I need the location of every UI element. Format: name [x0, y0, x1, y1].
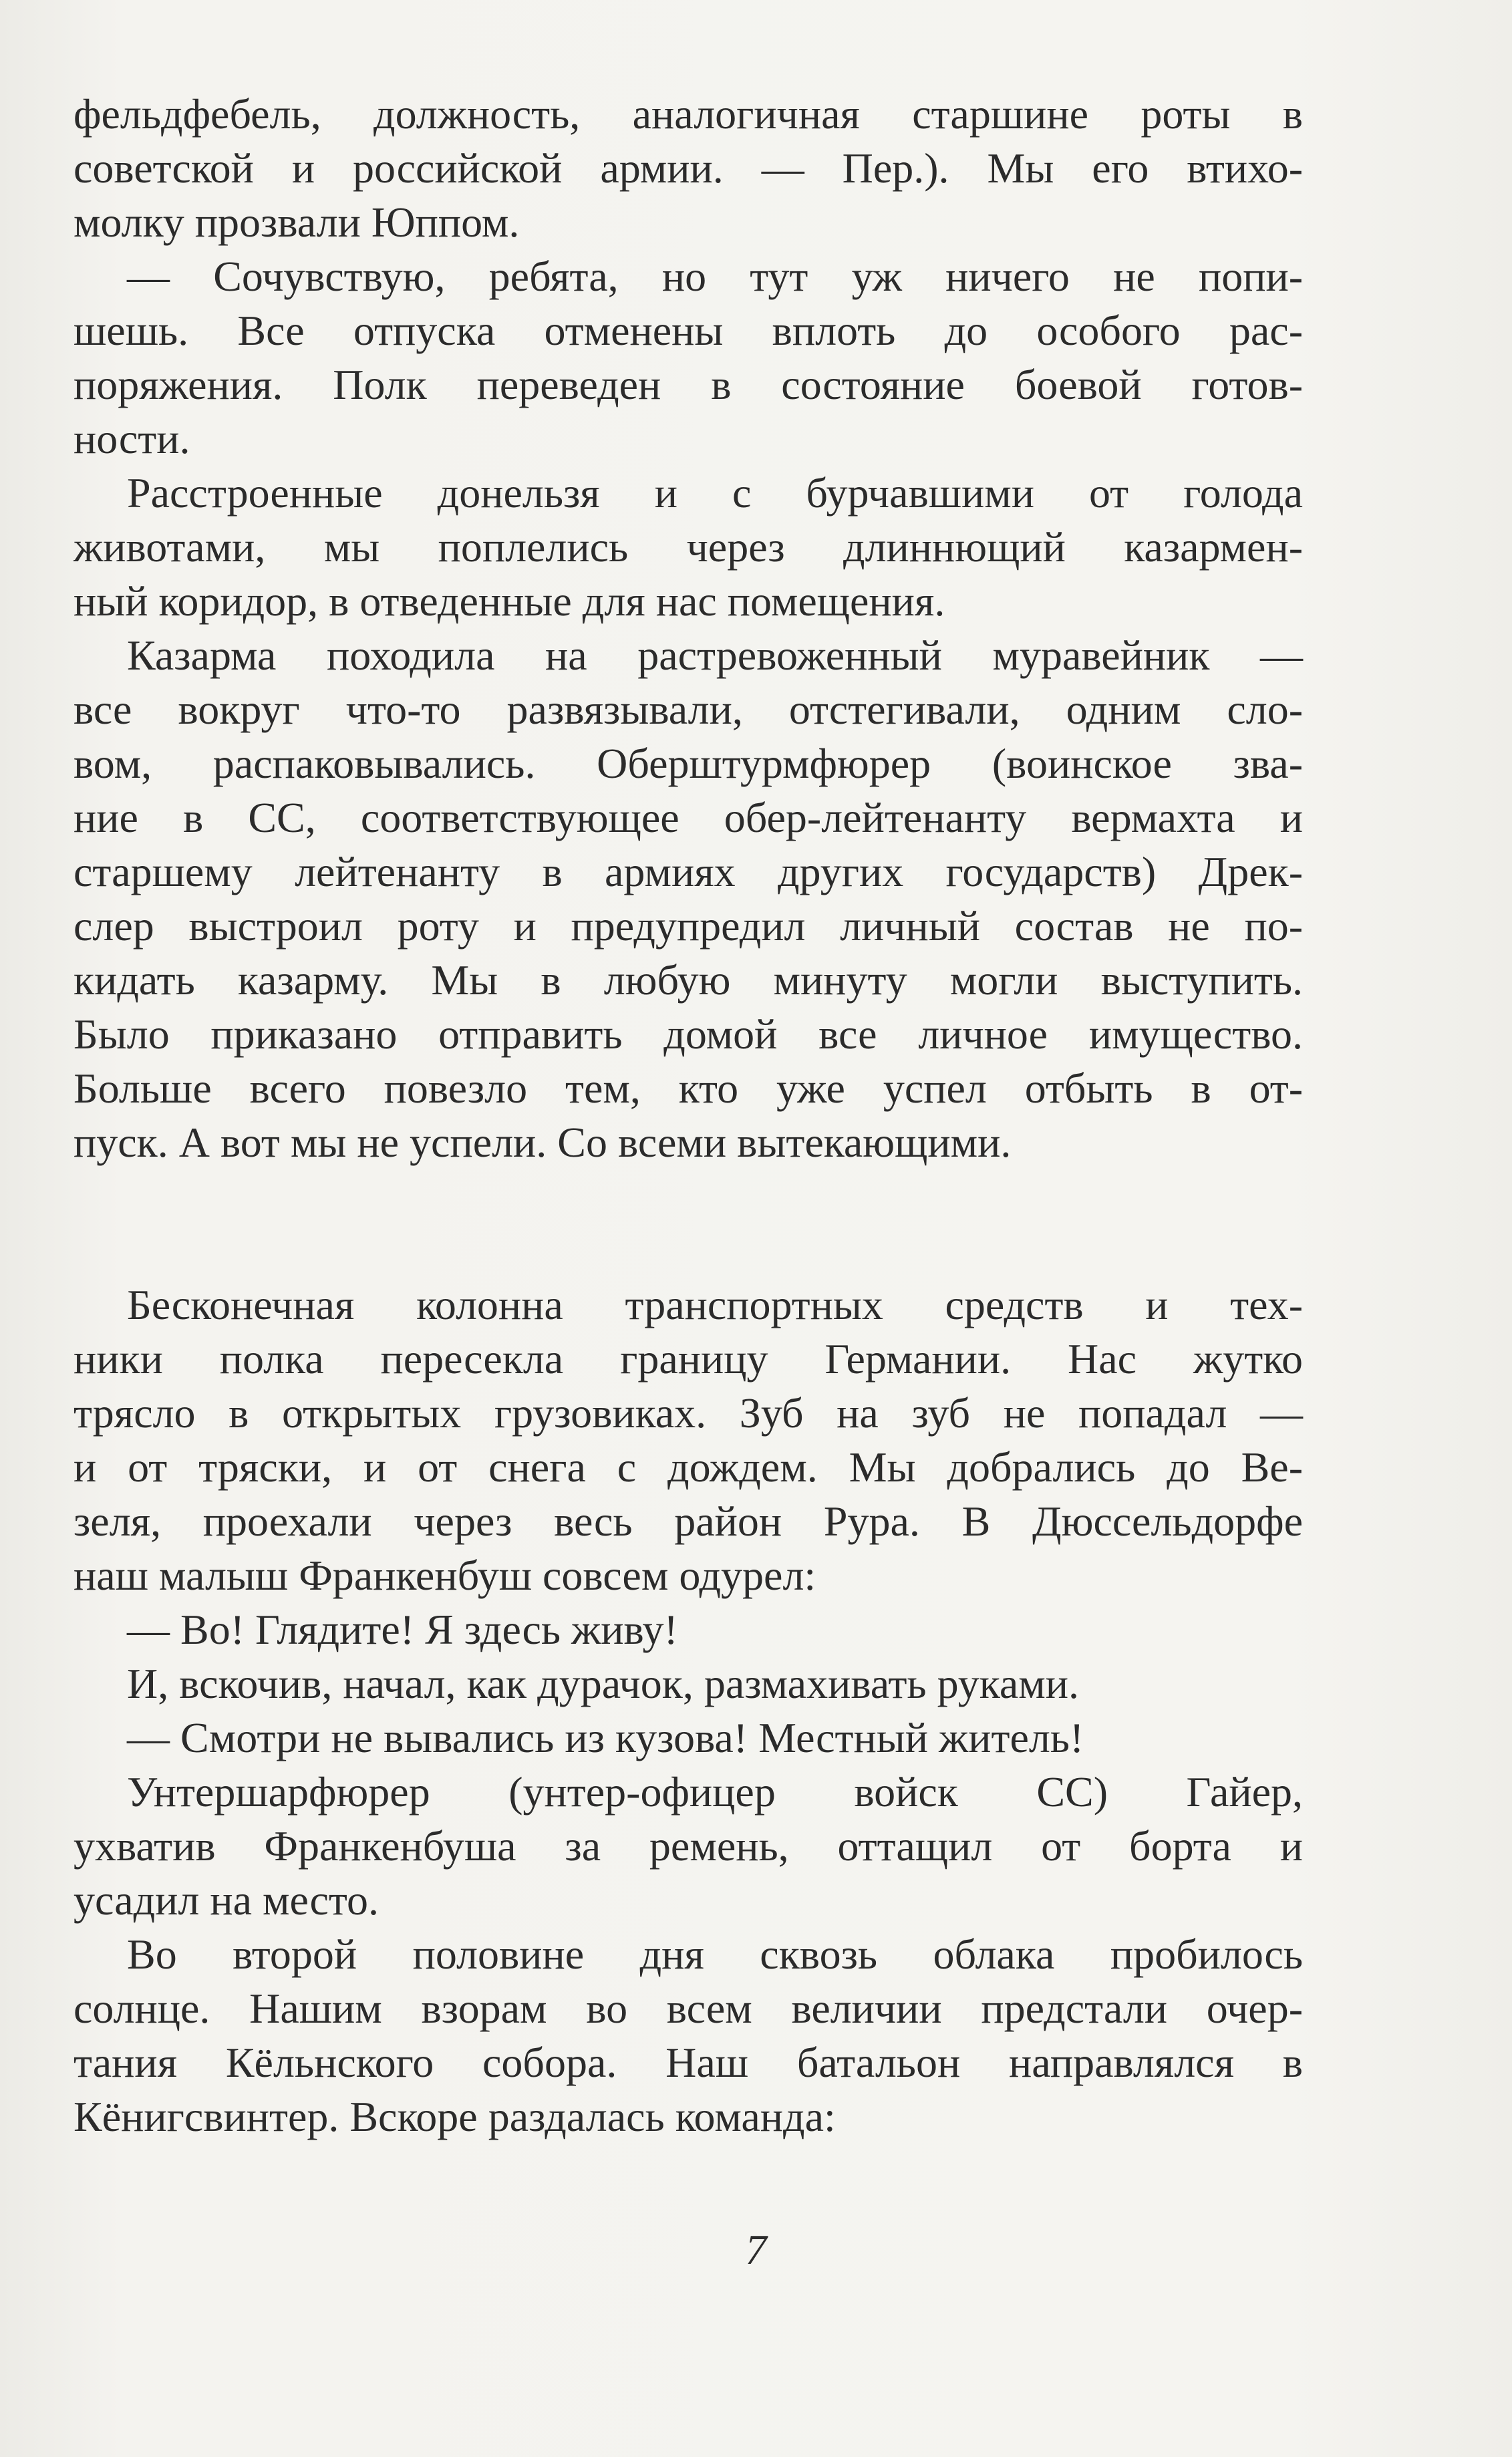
text-line: Унтершарфюрер (унтер-офицер войск СС) Гайер, [127, 1768, 1303, 1816]
text-line: шешь. Все отпуска отменены вплоть до особого рас- [73, 307, 1303, 354]
text-line: Было приказано отправить домой все личное имущество. [73, 1010, 1303, 1058]
text-line: Казарма походила на растревоженный муравейник — [127, 631, 1303, 679]
text-line: — Смотри не вывались из кузова! Местный житель! [127, 1714, 1084, 1761]
text-line: вом, распаковывались. Оберштурмфюрер (воинское зва- [73, 740, 1303, 787]
text-line: трясло в открытых грузовиках. Зуб на зуб не попадал — [73, 1389, 1303, 1437]
text-line: солнце. Нашим взорам во всем величии предстали очер- [73, 1985, 1303, 2032]
text-line: и от тряски, и от снега с дождем. Мы добрались до Ве- [73, 1443, 1303, 1491]
text-line: наш малыш Франкенбуш совсем одурел: [73, 1552, 816, 1599]
text-line: пуск. А вот мы не успели. Со всеми вытекающими. [73, 1119, 1012, 1166]
text-line: зеля, проехали через весь район Рура. В Дюссельдорфе [73, 1497, 1303, 1545]
section-break [73, 1169, 1303, 1278]
text-line: И, вскочив, начал, как дурачок, размахивать руками. [127, 1660, 1080, 1707]
text-line: ние в СС, соответствующее обер-лейтенанту вермахта и [73, 794, 1303, 841]
text-line: Больше всего повезло тем, кто уже успел отбыть в от- [73, 1064, 1303, 1112]
text-line: животами, мы поплелись через длиннющий казармен- [73, 523, 1303, 571]
text-line: ности. [73, 415, 190, 462]
text-line: тания Кёльнского собора. Наш батальон направлялся в [73, 2039, 1303, 2086]
text-line: молку прозвали Юппом. [73, 198, 520, 246]
text-line: поряжения. Полк переведен в состояние боевой готов- [73, 361, 1303, 408]
text-line: ный коридор, в отведенные для нас помещения. [73, 577, 945, 625]
text-line: — Во! Глядите! Я здесь живу! [127, 1606, 678, 1653]
text-line: ухватив Франкенбуша за ремень, оттащил от борта и [73, 1822, 1303, 1870]
text-line: Во второй половине дня сквозь облака пробилось [127, 1930, 1303, 1978]
text-line: Расстроенные донельзя и с бурчавшими от голода [127, 469, 1303, 517]
text-line: Кёнигсвинтер. Вскоре раздалась команда: [73, 2093, 836, 2140]
text-line: кидать казарму. Мы в любую минуту могли выступить. [73, 956, 1303, 1004]
text-line: советской и российской армии. — Пер.). Мы его втихо- [73, 144, 1303, 192]
text-line: — Сочувствую, ребята, но тут уж ничего не попи- [127, 253, 1303, 300]
text-line: старшему лейтенанту в армиях других государств) Дрек- [73, 848, 1303, 895]
text-line: слер выстроил роту и предупредил личный состав не по- [73, 902, 1303, 950]
text-line: все вокруг что-то развязывали, отстегивали, одним сло- [73, 686, 1303, 733]
text-line: Бесконечная колонна транспортных средств и тех- [127, 1281, 1303, 1328]
text-line: ники полка пересекла границу Германии. Нас жутко [73, 1335, 1303, 1383]
page-number: 7 [745, 2226, 767, 2273]
text-line: усадил на место. [73, 1876, 380, 1924]
text-line: фельдфебель, должность, аналогичная старшине роты в [73, 90, 1303, 138]
body-text [73, 87, 1303, 2144]
